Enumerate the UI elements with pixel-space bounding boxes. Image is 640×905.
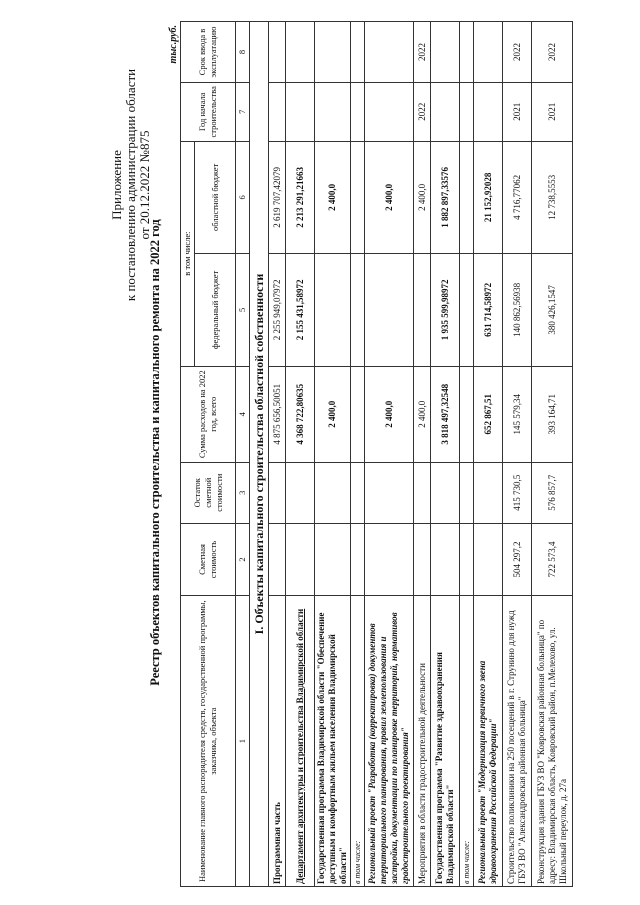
table-row bbox=[532, 22, 573, 887]
cell-commission-year bbox=[315, 22, 351, 83]
header-including: в том числе: bbox=[181, 141, 195, 366]
table-row bbox=[269, 22, 286, 887]
cell-regional-budget: 2 400,0 bbox=[315, 141, 351, 254]
cell-federal-budget: 140 862,56938 bbox=[503, 254, 532, 367]
table-row bbox=[503, 22, 532, 887]
table-row bbox=[351, 22, 365, 887]
appendix-title: Приложение bbox=[109, 150, 124, 220]
cell-total-2022: 4 875 656,50051 bbox=[269, 366, 286, 462]
column-number: 1 bbox=[236, 596, 250, 887]
cell-remaining-cost bbox=[286, 462, 315, 523]
cell-remaining-cost bbox=[414, 462, 431, 523]
cell-regional-budget: 2 400,0 bbox=[414, 141, 431, 254]
cell-remaining-cost bbox=[315, 462, 351, 523]
cell-remaining-cost bbox=[431, 462, 460, 523]
cell-object-name: Региональный проект "Разработка (корректировка) документов территориального планирования, правил землепользования и застройки, документации по планировке территорий, нормативов градостроительного проектирования" bbox=[365, 596, 414, 887]
cell-total-2022: 2 400,0 bbox=[365, 366, 414, 462]
cell-start-year: 2021 bbox=[503, 83, 532, 142]
cell-remaining-cost: 576 857,7 bbox=[532, 462, 573, 523]
cell-total-2022 bbox=[351, 366, 365, 462]
cell-total-2022: 145 579,34 bbox=[503, 366, 532, 462]
cell-estimate-cost bbox=[474, 523, 503, 596]
cell-commission-year bbox=[474, 22, 503, 83]
cell-start-year: 2022 bbox=[414, 83, 431, 142]
document-title: Реестр объектов капитального строительства и капитального ремонта на 2022 год bbox=[148, 219, 162, 686]
cell-object-name: Программная часть bbox=[269, 596, 286, 887]
table-row bbox=[460, 22, 474, 887]
cell-regional-budget bbox=[460, 141, 474, 254]
header-remaining: Остаток сметной стоимости bbox=[181, 462, 236, 523]
cell-estimate-cost bbox=[365, 523, 414, 596]
column-number: 5 bbox=[236, 254, 250, 367]
table-row bbox=[474, 22, 503, 887]
cell-estimate-cost bbox=[460, 523, 474, 596]
cell-total-2022: 393 164,71 bbox=[532, 366, 573, 462]
header-estimate: Сметная стоимость bbox=[181, 523, 236, 596]
appendix-date: от 20.12.2022 №875 bbox=[137, 130, 152, 240]
cell-federal-budget: 380 426,1547 bbox=[532, 254, 573, 367]
header-regional: областной бюджет bbox=[195, 141, 236, 254]
cell-total-2022: 3 818 497,32548 bbox=[431, 366, 460, 462]
cell-remaining-cost bbox=[460, 462, 474, 523]
cell-estimate-cost bbox=[269, 523, 286, 596]
header-federal: федеральный бюджет bbox=[195, 254, 236, 367]
cell-start-year bbox=[351, 83, 365, 142]
cell-start-year bbox=[315, 83, 351, 142]
cell-remaining-cost bbox=[474, 462, 503, 523]
cell-federal-budget: 2 255 949,07972 bbox=[269, 254, 286, 367]
cell-total-2022: 4 368 722,80635 bbox=[286, 366, 315, 462]
cell-object-name: Реконструкция здания ГБУЗ ВО "Ковровская районная больница" по адресу: Владимирская область, Ковровский район, п.Мелехово, ул. Школьный переулок, д. 27а bbox=[532, 596, 573, 887]
cell-federal-budget: 2 155 431,58972 bbox=[286, 254, 315, 367]
cell-object-name: Департамент архитектуры и строительства Владимирской области bbox=[286, 596, 315, 887]
cell-total-2022: 2 400,0 bbox=[315, 366, 351, 462]
cell-regional-budget: 12 738,5553 bbox=[532, 141, 573, 254]
cell-commission-year: 2022 bbox=[532, 22, 573, 83]
cell-remaining-cost bbox=[365, 462, 414, 523]
cell-object-name: Мероприятия в области градостроительной деятельности bbox=[414, 596, 431, 887]
cell-regional-budget: 1 882 897,33576 bbox=[431, 141, 460, 254]
cell-commission-year bbox=[351, 22, 365, 83]
cell-object-name: Государственная программа "Развитие здравоохранения Владимирской области" bbox=[431, 596, 460, 887]
appendix-line: к постановлению администрации области bbox=[123, 68, 138, 302]
cell-estimate-cost bbox=[414, 523, 431, 596]
column-number: 3 bbox=[236, 462, 250, 523]
cell-estimate-cost bbox=[351, 523, 365, 596]
column-number: 8 bbox=[236, 22, 250, 83]
cell-object-name: в том числе: bbox=[460, 596, 474, 887]
registry-table bbox=[180, 21, 573, 887]
cell-commission-year: 2022 bbox=[503, 22, 532, 83]
header-name: Наименование главного распорядителя средств, государственной программы, заказчика, объекта bbox=[181, 596, 236, 887]
cell-start-year bbox=[269, 83, 286, 142]
cell-start-year bbox=[286, 83, 315, 142]
cell-federal-budget bbox=[365, 254, 414, 367]
cell-start-year bbox=[431, 83, 460, 142]
column-number: 7 bbox=[236, 83, 250, 142]
cell-regional-budget bbox=[351, 141, 365, 254]
table-row bbox=[315, 22, 351, 887]
cell-regional-budget: 2 619 707,42079 bbox=[269, 141, 286, 254]
cell-commission-year: 2022 bbox=[414, 22, 431, 83]
appendix-block bbox=[110, 35, 152, 335]
cell-remaining-cost bbox=[269, 462, 286, 523]
cell-estimate-cost bbox=[431, 523, 460, 596]
cell-object-name: Государственная программа Владимирской области "Обеспечение доступным и комфортным жильем населения Владимирской области" bbox=[315, 596, 351, 887]
cell-estimate-cost: 504 297,2 bbox=[503, 523, 532, 596]
cell-start-year bbox=[365, 83, 414, 142]
cell-total-2022 bbox=[460, 366, 474, 462]
column-number: 2 bbox=[236, 523, 250, 596]
cell-commission-year bbox=[269, 22, 286, 83]
unit-label: тыс.руб. bbox=[168, 25, 179, 64]
header-start-year: Год начала строительства bbox=[181, 83, 236, 142]
cell-total-2022: 652 867,51 bbox=[474, 366, 503, 462]
cell-federal-budget: 1 935 599,98972 bbox=[431, 254, 460, 367]
column-number: 6 bbox=[236, 141, 250, 254]
table-body bbox=[269, 22, 573, 887]
cell-federal-budget bbox=[460, 254, 474, 367]
cell-regional-budget: 21 152,92028 bbox=[474, 141, 503, 254]
column-number-row bbox=[236, 22, 250, 887]
header-total: Сумма расходов на 2022 год, всего bbox=[181, 366, 236, 462]
cell-federal-budget bbox=[315, 254, 351, 367]
cell-estimate-cost: 722 573,4 bbox=[532, 523, 573, 596]
table-row bbox=[286, 22, 315, 887]
cell-object-name: Строительство поликлиники на 250 посещений в г. Струнино для нужд ГБУЗ ВО "Александровская районная больница" bbox=[503, 596, 532, 887]
cell-remaining-cost: 415 730,5 bbox=[503, 462, 532, 523]
cell-commission-year bbox=[431, 22, 460, 83]
cell-total-2022: 2 400,0 bbox=[414, 366, 431, 462]
cell-estimate-cost bbox=[286, 523, 315, 596]
section-title: I. Объекты капитального строительства областной собственности bbox=[250, 22, 269, 887]
cell-commission-year bbox=[286, 22, 315, 83]
table-row bbox=[365, 22, 414, 887]
cell-commission-year bbox=[460, 22, 474, 83]
table-row bbox=[431, 22, 460, 887]
cell-regional-budget: 4 716,77062 bbox=[503, 141, 532, 254]
cell-estimate-cost bbox=[315, 523, 351, 596]
cell-federal-budget: 631 714,58972 bbox=[474, 254, 503, 367]
cell-commission-year bbox=[365, 22, 414, 83]
cell-object-name: Региональный проект "Модернизация первичного звена здравоохранения Российской Федерации" bbox=[474, 596, 503, 887]
cell-start-year: 2021 bbox=[532, 83, 573, 142]
header-commission-year: Срок ввода в эксплуатацию bbox=[181, 22, 236, 83]
column-number: 4 bbox=[236, 366, 250, 462]
cell-federal-budget bbox=[414, 254, 431, 367]
table-row bbox=[414, 22, 431, 887]
cell-start-year bbox=[474, 83, 503, 142]
cell-regional-budget: 2 400,0 bbox=[365, 141, 414, 254]
cell-remaining-cost bbox=[351, 462, 365, 523]
cell-federal-budget bbox=[351, 254, 365, 367]
cell-object-name: в том числе: bbox=[351, 596, 365, 887]
cell-start-year bbox=[460, 83, 474, 142]
cell-regional-budget: 2 213 291,21663 bbox=[286, 141, 315, 254]
